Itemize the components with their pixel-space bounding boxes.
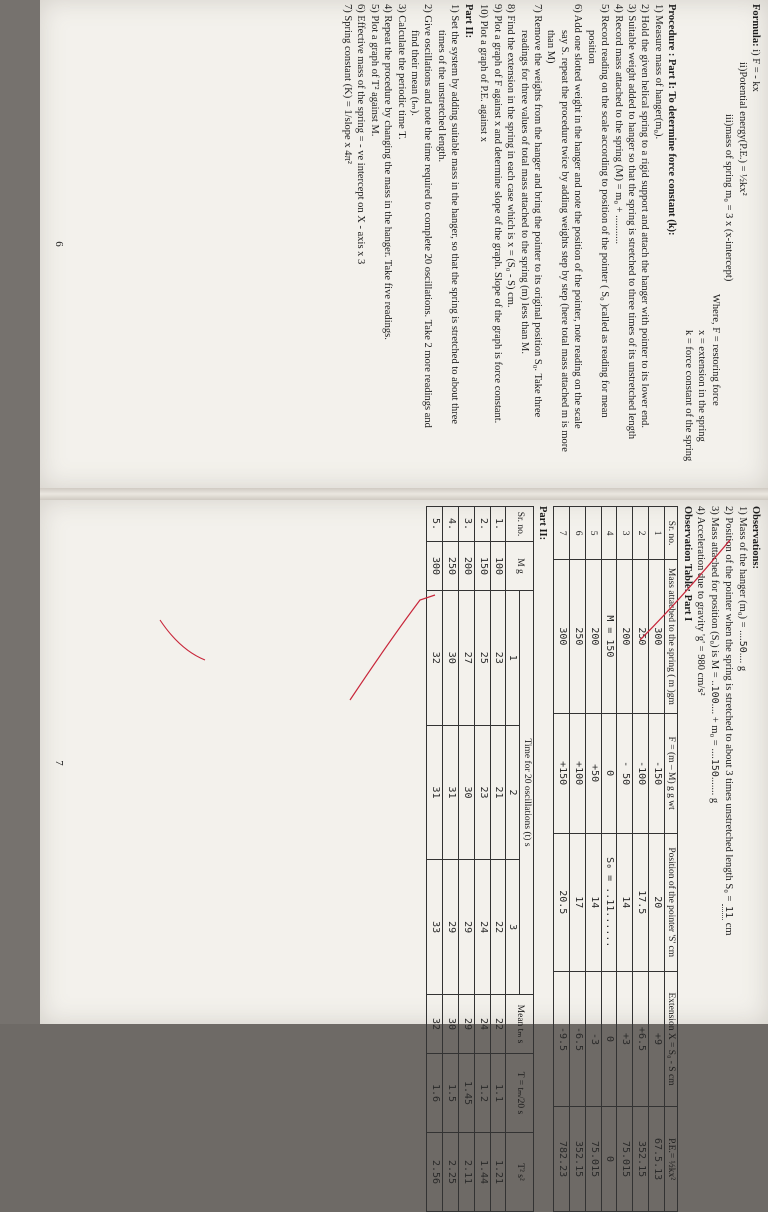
t1-cell-mass: M = 150: [601, 560, 617, 713]
observation-table-part1: [553, 506, 678, 1212]
t2-cell-time-3: 29: [459, 860, 475, 995]
step-8: 8) Find the extension in the spring in each case which is x = (S₀ - S) cm.: [505, 4, 517, 308]
obs-2-text: 2) Position of the pointer when the spring is stretched to about 3 times unstretched length S₀ =: [722, 506, 734, 902]
t2-cell-tsq: 1.44: [474, 1133, 490, 1212]
page-7: [46, 506, 762, 1185]
t1-cell-force: +150: [554, 713, 570, 833]
part2-step-1-cont: times of the unstretched length.: [435, 30, 447, 163]
t2-cell-mean: 29: [459, 995, 475, 1054]
t2-cell-srno: 4.: [443, 507, 459, 542]
obs-3-value-2: 150: [708, 758, 720, 777]
t1-cell-position: 17: [570, 833, 586, 971]
t1-cell-pe: 0: [601, 1107, 617, 1212]
table2-row: [490, 507, 506, 1212]
t2-cell-time-2: 21: [490, 725, 506, 860]
step-1: 1) Measure mass of hanger(m₀).: [652, 4, 664, 140]
t2-cell-mean: 32: [427, 995, 443, 1054]
t1-cell-srno: 7: [554, 507, 570, 560]
t2-cell-mass: 200: [459, 542, 475, 591]
obs-1-value: 50: [736, 640, 748, 653]
t2-subheader-1: 1: [506, 591, 520, 726]
t1-cell-force: -150: [649, 713, 665, 833]
t1-header-extension: Extension X = S₀ - S cm: [664, 971, 677, 1106]
table2-row: [474, 507, 490, 1212]
t2-cell-time-1: 27: [459, 591, 475, 726]
t1-cell-position: 20: [649, 833, 665, 971]
step-6: 6) Add one slotted weight in the hanger and note the position of the pointer, note reading on the scale: [572, 4, 584, 429]
obs-1-unit: .... g: [736, 652, 748, 672]
obs-1: [735, 506, 749, 1020]
page-number-7: 7: [53, 760, 66, 766]
t1-cell-extension: -3: [585, 971, 601, 1106]
t1-cell-pe: 782.23: [554, 1107, 570, 1212]
t2-cell-tsq: 2.56: [427, 1133, 443, 1212]
where-f: Where, F = restoring force: [709, 294, 721, 406]
t2-header-period: T = tₘ/20 s: [506, 1054, 533, 1133]
obs-2-value: 11: [722, 906, 734, 919]
t2-subheader-3: 3: [506, 860, 520, 995]
part2-step-5: 5) Plot a graph of T² against M.: [368, 4, 380, 137]
t1-cell-extension: 0: [601, 971, 617, 1106]
t2-cell-mass: 150: [474, 542, 490, 591]
t2-subheader-2: 2: [506, 725, 520, 860]
t2-cell-time-2: 31: [427, 725, 443, 860]
table1-row: [570, 507, 586, 1212]
t1-header-pe: P.E.= ½kx²: [664, 1107, 677, 1212]
formula-line-1: [749, 4, 762, 484]
t1-cell-srno: 5: [585, 507, 601, 560]
page-fold: [40, 488, 768, 500]
t1-cell-srno: 6: [570, 507, 586, 560]
formula-iii: iii)mass of spring m₀ = 3 x (x-intercept): [723, 114, 735, 282]
t1-cell-extension: +3: [617, 971, 633, 1106]
part2-label: Part II:: [537, 506, 549, 541]
t2-cell-time-3: 33: [427, 860, 443, 995]
table1-header-row: [664, 507, 677, 1212]
t1-cell-position: 14: [617, 833, 633, 971]
t1-cell-srno: 3: [617, 507, 633, 560]
table2-row: [459, 507, 475, 1212]
where-x: x = extension in the spring: [696, 330, 708, 442]
step-4: 4) Record mass attached to the spring (M) = m₀ + ...........: [612, 4, 624, 245]
t2-cell-mean: 22: [490, 995, 506, 1054]
table2-body: [427, 507, 506, 1212]
t1-cell-pe: 67.5.13: [649, 1107, 665, 1212]
t1-cell-pe: 352.15: [633, 1107, 649, 1212]
scan-edge: [0, 0, 40, 1024]
t2-cell-time-2: 31: [443, 725, 459, 860]
t1-cell-extension: -6.5: [570, 971, 586, 1106]
table2-row: [427, 507, 443, 1212]
t2-cell-period: 1.1: [490, 1054, 506, 1133]
t2-cell-srno: 2.: [474, 507, 490, 542]
t2-cell-time-3: 22: [490, 860, 506, 995]
t1-cell-force: +50: [585, 713, 601, 833]
part2-step-3: 3) Calculate the periodic time T.: [395, 4, 407, 140]
part2-step-6: 6) Effective mass of the spring = - ve intercept on X - axis x 3: [355, 4, 367, 265]
table1-row: [585, 507, 601, 1212]
t2-header-srno: Sr. no.: [506, 507, 533, 542]
t1-header-srno: Sr. no.: [664, 507, 677, 560]
obs-3-unit: ....... g: [708, 776, 720, 804]
t2-cell-srno: 1.: [490, 507, 506, 542]
t2-header-mean: Mean tₘ s: [506, 995, 533, 1054]
part2-step-7: 7) Spring constant (K) = 1/slope x 4π²: [341, 4, 353, 164]
obs-3: [707, 506, 721, 1020]
t1-cell-srno: 1: [649, 507, 665, 560]
t1-header-position: Position of the pointer 'S' cm: [664, 833, 677, 971]
t1-cell-position: 20.5: [554, 833, 570, 971]
t2-header-tsq: T² s²: [506, 1133, 533, 1212]
table1-title: Observation Table: Part I: [681, 506, 693, 622]
t1-cell-pe: 75.015: [585, 1107, 601, 1212]
step-3: 3) Suitable weight added to hanger so that the spring is stretched to three times of its unstretched length: [626, 4, 638, 440]
table1-row: [601, 507, 617, 1212]
step-6-cont: say S. repeat the procedure twice by adding weights step by step (here total mass attached m is more: [558, 30, 570, 452]
t1-header-mass: Mass attached to the spring ( m )gm: [664, 560, 677, 713]
t1-cell-force: -100: [633, 713, 649, 833]
t2-cell-time-2: 23: [474, 725, 490, 860]
t2-cell-srno: 5.: [427, 507, 443, 542]
t1-cell-force: - 50: [617, 713, 633, 833]
t2-cell-srno: 3.: [459, 507, 475, 542]
t1-cell-mass: 300: [554, 560, 570, 713]
step-5: 5) Record reading on the scale according to position of the pointer ( S₀ )called as reading for mean: [599, 4, 611, 418]
page-number-6: 6: [53, 241, 66, 247]
part2-step-4: 4) Repeat the procedure by changing the mass in the hanger. Take five readings.: [382, 4, 394, 340]
obs-1-text: 1) Mass of the hanger (m₀) = ....: [736, 506, 748, 641]
t1-cell-mass: 300: [649, 560, 665, 713]
t2-cell-period: 1.6: [427, 1054, 443, 1133]
table1-row: [617, 507, 633, 1212]
t1-cell-srno: 4: [601, 507, 617, 560]
obs-2-unit: cm: [722, 922, 734, 936]
t2-cell-time-1: 25: [474, 591, 490, 726]
page-6: [46, 4, 762, 484]
t1-header-force: F = (m – M) g g wt: [664, 713, 677, 833]
step-9: 9) Plot a graph of F against x and determine slope of the graph. Slope of the graph is force constant.: [491, 4, 503, 424]
t1-cell-force: 0: [601, 713, 617, 833]
t1-cell-mass: 250: [633, 560, 649, 713]
t2-cell-mean: 30: [443, 995, 459, 1054]
t2-cell-tsq: 2.25: [443, 1133, 459, 1212]
t1-cell-mass: 200: [585, 560, 601, 713]
t2-cell-period: 1.45: [459, 1054, 475, 1133]
part2-title: Part II:: [462, 4, 474, 39]
t2-cell-period: 1.2: [474, 1054, 490, 1133]
step-2: 2) Hold the given helical spring to a rigid support and attach the hanger with pointer to its lower end.: [639, 4, 651, 428]
step-5-cont: position: [585, 30, 597, 64]
t1-cell-extension: -9.5: [554, 971, 570, 1106]
obs-2: [721, 506, 735, 1020]
where-k: k = force constant of the spring: [682, 330, 694, 462]
obs-3-mid: .... + m₀ = ....: [708, 703, 720, 759]
formula-ii: ii)Potential energy(P.E.) = ½kx²: [736, 62, 748, 196]
step-7: 7) Remove the weights from the hanger and bring the pointer to its original position S₀. Take three: [532, 4, 543, 418]
t2-cell-time-1: 23: [490, 591, 506, 726]
obs-3-text: 3) Mass attached for position (S₀) is M = ..: [708, 506, 720, 686]
t2-cell-time-3: 24: [474, 860, 490, 995]
table1-row: [649, 507, 665, 1212]
t1-cell-srno: 2: [633, 507, 649, 560]
t2-header-mass: M g: [506, 542, 533, 591]
t2-cell-time-2: 30: [459, 725, 475, 860]
obs-3-value-1: 100: [708, 685, 720, 704]
formula-label: Formula:: [750, 4, 761, 47]
step-6-cont2: than M): [545, 30, 557, 64]
t1-cell-pe: 75.015: [617, 1107, 633, 1212]
table2-header-row: [520, 507, 533, 1212]
t1-cell-force: +100: [570, 713, 586, 833]
t1-cell-position: S₀ = ..11......: [601, 833, 617, 971]
table1-row: [554, 507, 570, 1212]
part2-step-2-cont: find their mean (tₘ).: [409, 30, 421, 116]
obs-4: 4) Acceleration due to gravity 'g' = 980 cm/s²: [695, 506, 707, 696]
t1-cell-position: 17.5: [633, 833, 649, 971]
t1-cell-mass: 200: [617, 560, 633, 713]
table1-body: [554, 507, 665, 1212]
part2-step-2: 2) Give oscillations and note the time required to complete 20 oscillations. Take 2 more readings and: [422, 4, 434, 428]
t2-header-time: Time for 20 oscillations (t) s: [520, 591, 533, 995]
step-10: 10) Plot a graph of P.E. against x: [478, 4, 490, 142]
t2-cell-period: 1.5: [443, 1054, 459, 1133]
t1-cell-mass: 250: [570, 560, 586, 713]
t1-cell-extension: +9: [649, 971, 665, 1106]
step-7-cont: readings for three values of total mass attached to the spring (m) less than M.: [518, 30, 530, 354]
formula-i: i) F = - kx: [750, 49, 761, 92]
t2-cell-tsq: 1.21: [490, 1133, 506, 1212]
observation-table-part2: [426, 506, 533, 1212]
t2-cell-mass: 100: [490, 542, 506, 591]
t2-cell-mean: 24: [474, 995, 490, 1054]
procedure-title: Procedure : Part I: To determine force constant (k):: [666, 4, 678, 236]
t2-cell-time-3: 29: [443, 860, 459, 995]
t1-cell-extension: +6.5: [633, 971, 649, 1106]
table2-row: [443, 507, 459, 1212]
t2-cell-mass: 300: [427, 542, 443, 591]
table1-row: [633, 507, 649, 1212]
t2-cell-mass: 250: [443, 542, 459, 591]
t1-cell-position: 14: [585, 833, 601, 971]
observations-title: Observations:: [750, 506, 761, 569]
t2-cell-tsq: 2.11: [459, 1133, 475, 1212]
t2-cell-time-1: 30: [443, 591, 459, 726]
t1-cell-pe: 352.15: [570, 1107, 586, 1212]
t2-cell-time-1: 32: [427, 591, 443, 726]
part2-step-1: 1) Set the system by adding suitable mass in the hanger, so that the spring is stretched to about three: [449, 4, 461, 425]
